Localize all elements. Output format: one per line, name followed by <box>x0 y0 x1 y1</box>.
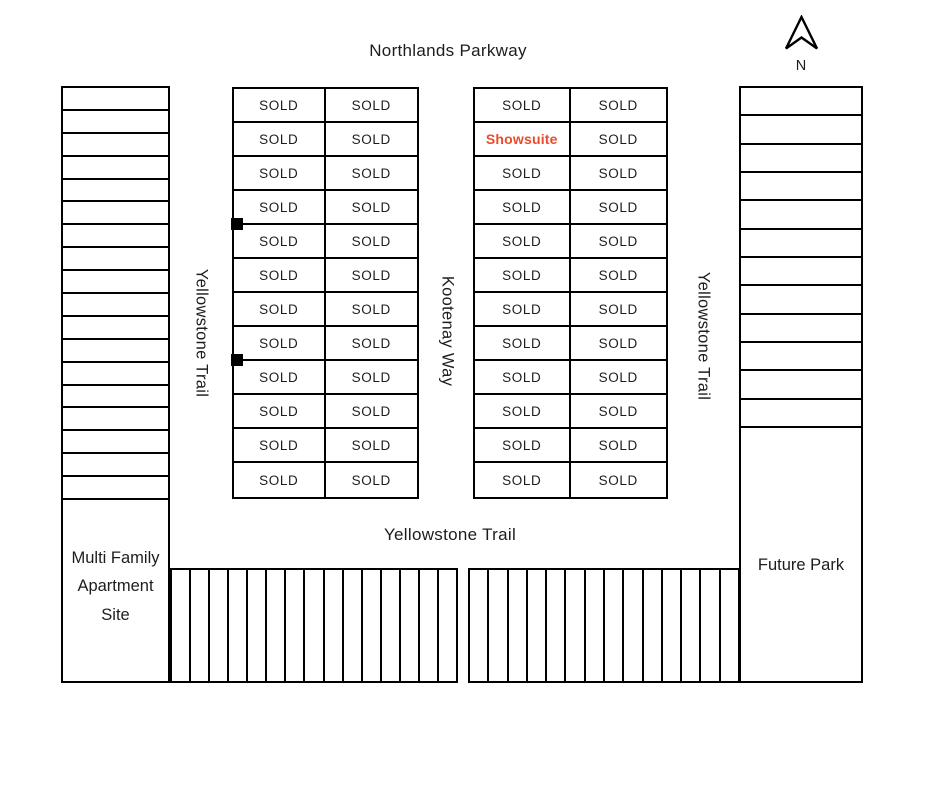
lot-strip <box>63 111 168 134</box>
sold-label: SOLD <box>502 301 542 317</box>
parking-stall <box>248 570 267 681</box>
street-label-northlands-parkway: Northlands Parkway <box>369 41 527 60</box>
parking-stall <box>682 570 701 681</box>
lot-cell-sold <box>571 361 667 395</box>
lot-cell-sold <box>571 123 667 157</box>
lot-strip <box>63 157 168 180</box>
park-lot-strips <box>741 88 861 428</box>
lot-cell-sold <box>571 259 667 293</box>
parking-row-left <box>170 568 458 683</box>
parking-stall <box>470 570 489 681</box>
sold-label: SOLD <box>351 267 391 283</box>
lot-cell-sold <box>571 463 667 497</box>
lot-cell-sold <box>475 89 571 123</box>
sold-label: SOLD <box>598 131 638 147</box>
parking-stall <box>267 570 286 681</box>
future-park-label: Future Park <box>757 556 845 575</box>
lot-strip <box>741 286 861 314</box>
lot-strip <box>63 202 168 225</box>
parking-stall <box>344 570 363 681</box>
sold-label: SOLD <box>259 437 299 453</box>
sold-label: SOLD <box>351 472 391 488</box>
sold-label: SOLD <box>502 403 542 419</box>
lot-strip <box>741 230 861 258</box>
lot-cell-sold <box>475 191 571 225</box>
sold-label: SOLD <box>502 267 542 283</box>
lot-cell-sold <box>475 395 571 429</box>
parking-stall <box>489 570 508 681</box>
lot-cell-sold <box>475 429 571 463</box>
compass <box>783 15 819 74</box>
lot-cell-sold <box>571 157 667 191</box>
lot-cell-sold <box>326 191 418 225</box>
sold-label: SOLD <box>502 97 542 113</box>
lot-cell-sold <box>326 395 418 429</box>
parking-stall <box>229 570 248 681</box>
parking-stall <box>586 570 605 681</box>
lot-strip <box>63 180 168 203</box>
sold-label: SOLD <box>259 301 299 317</box>
parking-stall <box>401 570 420 681</box>
sold-label: SOLD <box>351 165 391 181</box>
lot-strip <box>63 271 168 294</box>
sold-label: SOLD <box>502 437 542 453</box>
sold-label: SOLD <box>351 233 391 249</box>
parking-stall <box>547 570 566 681</box>
lot-strip <box>741 315 861 343</box>
lot-strip <box>741 145 861 173</box>
lot-cell-sold <box>475 157 571 191</box>
parking-stall <box>528 570 547 681</box>
lot-strip <box>741 116 861 144</box>
sold-label: SOLD <box>351 437 391 453</box>
lot-cell-sold <box>234 293 326 327</box>
parking-stall <box>420 570 439 681</box>
sold-label: SOLD <box>598 165 638 181</box>
sold-label: SOLD <box>351 97 391 113</box>
lot-cell-sold <box>571 293 667 327</box>
apartment-lot-strips <box>63 88 168 500</box>
left-lot-grid <box>232 87 419 499</box>
lot-cell-sold <box>326 463 418 497</box>
lot-cell-sold <box>234 259 326 293</box>
sold-label: SOLD <box>502 233 542 249</box>
sold-label: SOLD <box>259 369 299 385</box>
lot-cell-sold <box>571 327 667 361</box>
sold-label: SOLD <box>502 165 542 181</box>
street-label-yellowstone-trail-west: Yellowstone Trail <box>192 268 211 398</box>
lot-strip <box>741 201 861 229</box>
lot-cell-sold <box>571 225 667 259</box>
sold-label: SOLD <box>259 165 299 181</box>
sold-label: SOLD <box>502 472 542 488</box>
parking-stall <box>382 570 401 681</box>
lot-strip <box>63 408 168 431</box>
compass-n-label: N <box>795 58 807 74</box>
lot-marker <box>231 218 243 230</box>
apartment-label-line: Site <box>101 605 130 624</box>
lot-strip <box>63 248 168 271</box>
lot-strip <box>63 386 168 409</box>
lot-cell-sold <box>326 259 418 293</box>
lot-cell-sold <box>234 361 326 395</box>
parking-stall <box>172 570 191 681</box>
future-park-block <box>739 86 863 683</box>
sold-label: SOLD <box>259 403 299 419</box>
lot-strip <box>741 258 861 286</box>
lot-cell-sold <box>571 395 667 429</box>
sold-label: SOLD <box>502 369 542 385</box>
sold-label: SOLD <box>351 131 391 147</box>
lot-cell-sold <box>326 293 418 327</box>
lot-cell-sold <box>326 157 418 191</box>
street-label-yellowstone-trail-east: Yellowstone Trail <box>694 271 713 401</box>
sold-label: SOLD <box>351 301 391 317</box>
north-arrow-icon <box>784 15 819 51</box>
sold-label: SOLD <box>598 301 638 317</box>
lot-cell-sold <box>475 327 571 361</box>
lot-cell-sold <box>475 293 571 327</box>
parking-stall <box>663 570 682 681</box>
sold-label: SOLD <box>259 233 299 249</box>
apartment-site-block <box>61 86 170 683</box>
parking-stall <box>509 570 528 681</box>
sold-label: SOLD <box>351 335 391 351</box>
lot-cell-sold <box>571 89 667 123</box>
lot-cell-sold <box>234 191 326 225</box>
lot-strip <box>741 371 861 399</box>
lot-strip <box>63 477 168 500</box>
sold-label: SOLD <box>598 97 638 113</box>
lot-cell-showsuite <box>475 123 571 157</box>
lot-strip <box>741 88 861 116</box>
apartment-label-line: Multi Family <box>71 548 160 567</box>
lot-cell-sold <box>326 361 418 395</box>
apartment-site-label <box>63 500 168 681</box>
lot-cell-sold <box>234 395 326 429</box>
right-lot-grid <box>473 87 668 499</box>
parking-stall <box>191 570 210 681</box>
lot-marker <box>231 354 243 366</box>
showsuite-label: Showsuite <box>485 131 558 147</box>
apartment-label-line: Apartment <box>77 577 154 596</box>
sold-label: SOLD <box>351 199 391 215</box>
sold-label: SOLD <box>502 199 542 215</box>
sold-label: SOLD <box>259 199 299 215</box>
lot-cell-sold <box>234 463 326 497</box>
lot-cell-sold <box>234 123 326 157</box>
lot-cell-sold <box>475 463 571 497</box>
lot-cell-sold <box>234 89 326 123</box>
sold-label: SOLD <box>598 437 638 453</box>
lot-cell-sold <box>234 327 326 361</box>
sold-label: SOLD <box>598 369 638 385</box>
lot-strip <box>63 294 168 317</box>
parking-stall <box>286 570 305 681</box>
sold-label: SOLD <box>598 472 638 488</box>
lot-cell-sold <box>326 89 418 123</box>
lot-strip <box>63 363 168 386</box>
sold-label: SOLD <box>259 131 299 147</box>
lot-cell-sold <box>326 327 418 361</box>
lot-cell-sold <box>234 429 326 463</box>
lot-cell-sold <box>326 225 418 259</box>
sold-label: SOLD <box>598 403 638 419</box>
parking-stall <box>439 570 456 681</box>
lot-strip <box>63 340 168 363</box>
lot-strip <box>63 88 168 111</box>
sold-label: SOLD <box>259 267 299 283</box>
lot-strip <box>63 134 168 157</box>
lot-cell-sold <box>475 361 571 395</box>
lot-strip <box>63 225 168 248</box>
lot-strip <box>63 317 168 340</box>
sold-label: SOLD <box>598 199 638 215</box>
lot-cell-sold <box>326 429 418 463</box>
parking-stall <box>644 570 663 681</box>
parking-stall <box>363 570 382 681</box>
lot-strip <box>741 343 861 371</box>
street-label-yellowstone-trail-south: Yellowstone Trail <box>383 525 517 544</box>
parking-stall <box>566 570 585 681</box>
parking-row-right <box>468 568 740 683</box>
parking-stall <box>701 570 720 681</box>
sold-label: SOLD <box>598 267 638 283</box>
sold-label: SOLD <box>259 97 299 113</box>
parking-stall <box>624 570 643 681</box>
parking-stall <box>325 570 344 681</box>
sold-label: SOLD <box>259 472 299 488</box>
sold-label: SOLD <box>598 233 638 249</box>
street-label-kootenay-way: Kootenay Way <box>438 275 457 387</box>
lot-cell-sold <box>571 429 667 463</box>
lot-cell-sold <box>234 225 326 259</box>
lot-cell-sold <box>326 123 418 157</box>
lot-cell-sold <box>234 157 326 191</box>
lot-cell-sold <box>571 191 667 225</box>
parking-stall <box>721 570 738 681</box>
sold-label: SOLD <box>259 335 299 351</box>
parking-stall <box>305 570 324 681</box>
sold-label: SOLD <box>351 403 391 419</box>
lot-cell-sold <box>475 225 571 259</box>
lot-strip <box>741 400 861 428</box>
lot-cell-sold <box>475 259 571 293</box>
lot-strip <box>63 431 168 454</box>
sold-label: SOLD <box>598 335 638 351</box>
lot-strip <box>63 454 168 477</box>
parking-stall <box>210 570 229 681</box>
sold-label: SOLD <box>351 369 391 385</box>
lot-strip <box>741 173 861 201</box>
parking-stall <box>605 570 624 681</box>
sold-label: SOLD <box>502 335 542 351</box>
